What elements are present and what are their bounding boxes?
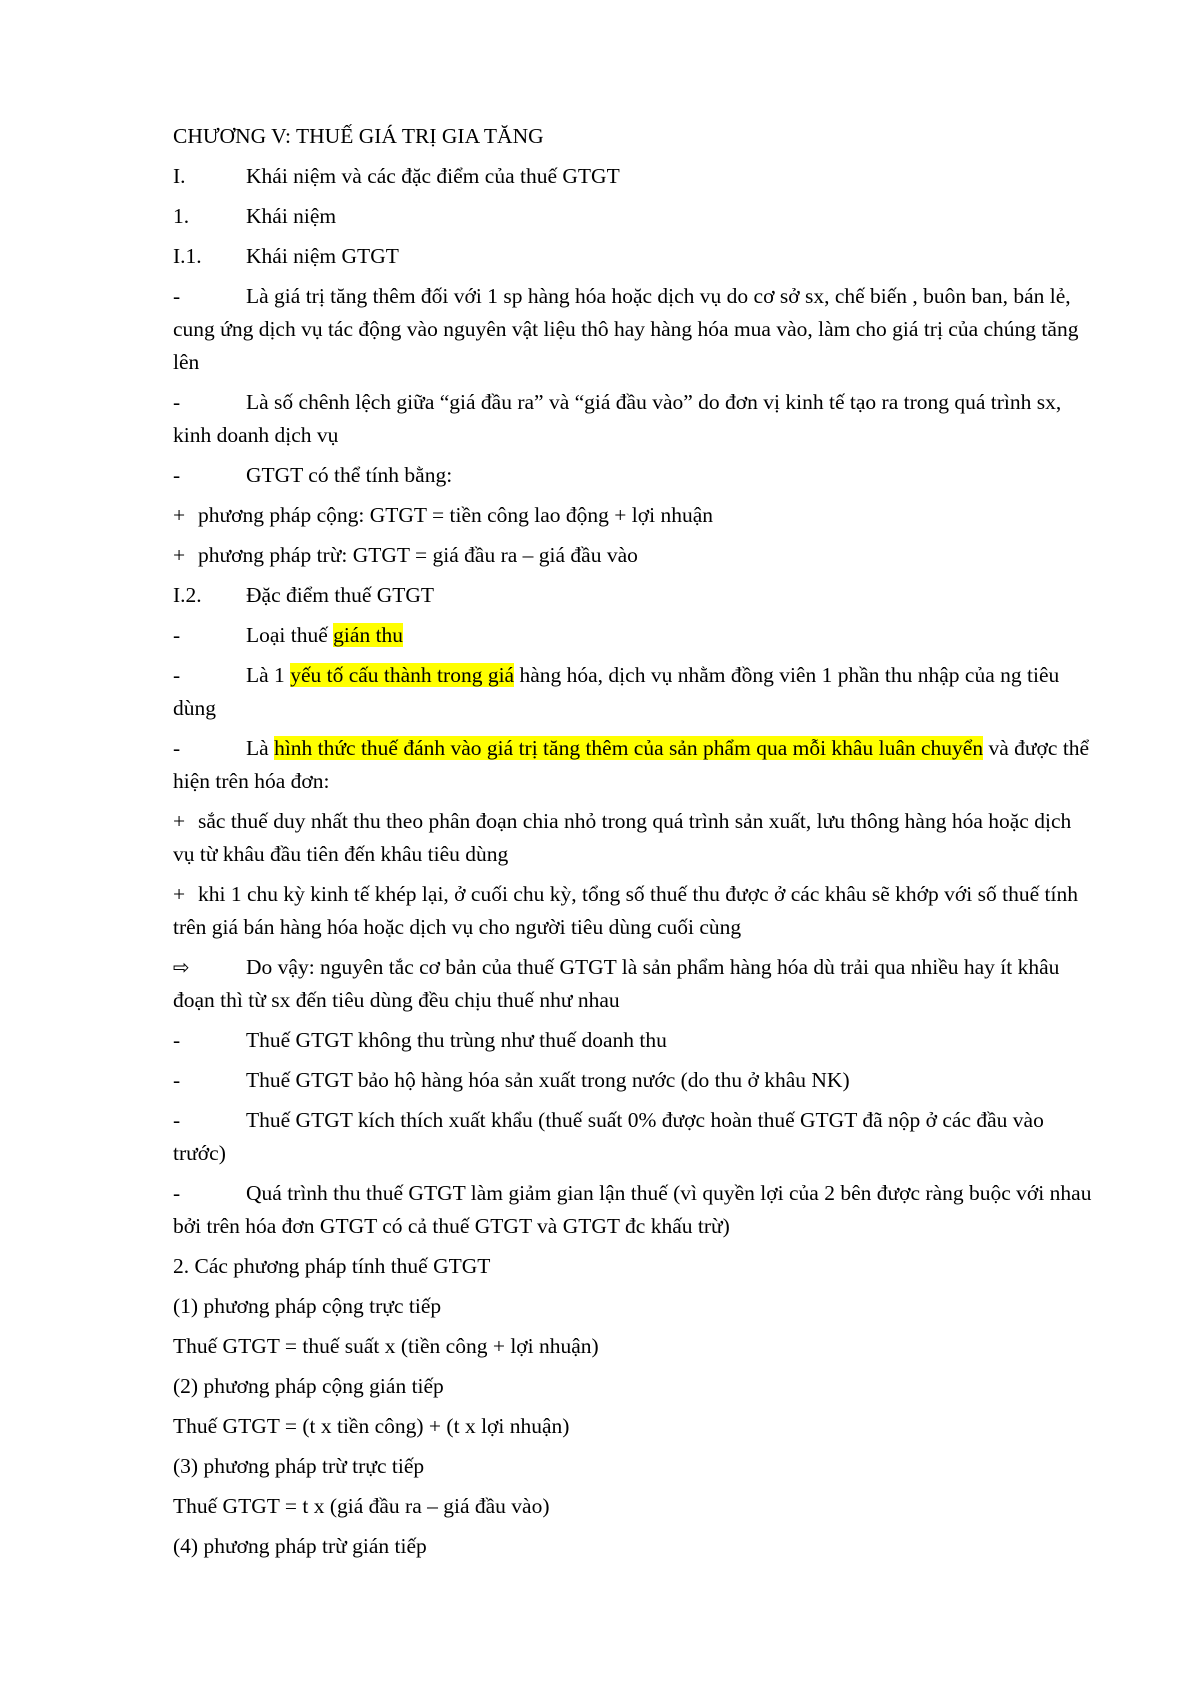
plus-text: khi 1 chu kỳ kinh tế khép lại, ở cuối chu kỳ, tổng số thuế thu được ở các khâu sẽ khớp với	[198, 882, 973, 906]
bullet-marker: -	[173, 736, 181, 760]
conclusion-continuation: hay ít khâu đoạn thì từ sx đến tiêu dùng đều chịu thuế như nhau	[173, 955, 1060, 1012]
method-2-formula: Thuế GTGT = (t x tiền công) + (t x lợi nhuận)	[173, 1414, 570, 1438]
section-number: I.	[173, 164, 186, 188]
subsection-number: I.1.	[173, 244, 202, 268]
bullet-paragraph	[173, 1024, 1093, 1057]
subsection-number: 1.	[173, 204, 190, 228]
subsection-heading	[173, 579, 1093, 612]
plus-continuation: hoặc dịch vụ từ khâu đầu tiên đến khâu tiêu dùng	[173, 809, 1072, 866]
method-3-title: (3) phương pháp trừ trực tiếp	[173, 1454, 425, 1478]
bullet-paragraph	[173, 386, 1093, 452]
highlighted-text: yếu tố cấu thành trong giá	[290, 663, 515, 687]
plus-text: sắc thuế duy nhất thu theo phân đoạn chia nhỏ trong quá trình sản xuất, lưu thông hàng hóa	[198, 809, 983, 833]
bullet-continuation: đầu vào trước)	[173, 1108, 1044, 1165]
plus-item	[173, 878, 1093, 944]
highlighted-text: hình thức thuế đánh vào giá trị tăng thêm của sản phẩm qua mỗi khâu luân chuyển	[274, 736, 984, 760]
method-1-formula: Thuế GTGT = thuế suất x (tiền công + lợi nhuận)	[173, 1334, 599, 1358]
bullet-marker: -	[173, 1028, 181, 1052]
bullet-paragraph	[173, 280, 1093, 379]
bullet-text: GTGT có thể tính bằng:	[246, 463, 453, 487]
conclusion-text: Do vậy: nguyên tắc cơ bản của thuế GTGT là sản phẩm hàng hóa dù trải qua nhiều	[246, 955, 959, 979]
bullet-marker: -	[173, 623, 181, 647]
chapter-title: CHƯƠNG V: THUẾ GIÁ TRỊ GIA TĂNG	[173, 124, 544, 148]
plus-text: phương pháp trừ: GTGT = giá đầu ra – giá đầu vào	[198, 543, 638, 567]
plus-marker: +	[173, 543, 186, 567]
plus-marker: +	[173, 809, 186, 833]
bullet-text: Là số chênh lệch giữa “giá đầu ra” và “giá đầu vào” do đơn vị kinh tế tạo ra trong quá	[246, 390, 986, 414]
bullet-marker: -	[173, 463, 181, 487]
bullet-continuation: trình sx, kinh doanh dịch vụ	[173, 390, 1062, 447]
bullet-paragraph	[173, 1177, 1093, 1243]
bullet-continuation: của ng tiêu dùng	[173, 663, 1060, 720]
method-4-title: (4) phương pháp trừ gián tiếp	[173, 1534, 427, 1558]
bullet-text-lead: Loại thuế	[246, 623, 334, 647]
bullet-text-lead: Là	[246, 736, 275, 760]
bullet-paragraph	[173, 619, 1093, 652]
subsection-heading	[173, 200, 1093, 233]
method-3-formula: Thuế GTGT = t x (giá đầu ra – giá đầu vào)	[173, 1494, 550, 1518]
bullet-marker: -	[173, 1181, 181, 1205]
plus-text: phương pháp cộng: GTGT = tiền công lao động + lợi nhuận	[198, 503, 714, 527]
bullet-paragraph	[173, 732, 1093, 798]
bullet-text-tail: hàng hóa, dịch vụ nhằm đồng viên 1 phần thu nhập	[514, 663, 960, 687]
bullet-marker: -	[173, 1108, 181, 1132]
method-1-title: (1) phương pháp cộng trực tiếp	[173, 1294, 442, 1318]
bullet-paragraph	[173, 459, 1093, 492]
section-2-heading: 2. Các phương pháp tính thuế GTGT	[173, 1254, 491, 1278]
bullet-marker: -	[173, 390, 181, 414]
right-arrow-icon: ⇨	[173, 955, 190, 979]
bullet-text: Thuế GTGT kích thích xuất khẩu (thuế suất 0% được hoàn thuế GTGT đã nộp ở các	[246, 1108, 971, 1132]
plus-item	[173, 499, 1093, 532]
bullet-marker: -	[173, 284, 181, 308]
subsection-text: Khái niệm GTGT	[246, 244, 399, 268]
conclusion-paragraph	[173, 951, 1093, 1017]
subsection-text: Khái niệm	[246, 204, 337, 228]
method-2-title: (2) phương pháp cộng gián tiếp	[173, 1374, 444, 1398]
plus-marker: +	[173, 503, 186, 527]
bullet-continuation: ban, bán lẻ, cung ứng dịch vụ tác động vào nguyên vật liệu thô hay hàng hóa mua vào, làm cho giá trị của chúng tăng lên	[173, 284, 1079, 374]
bullet-text-lead: Là 1	[246, 663, 291, 687]
plus-item	[173, 805, 1093, 871]
bullet-paragraph	[173, 1064, 1093, 1097]
bullet-text: Thuế GTGT không thu trùng như thuế doanh thu	[246, 1028, 667, 1052]
plus-marker: +	[173, 882, 186, 906]
bullet-marker: -	[173, 1068, 181, 1092]
bullet-continuation: buộc với nhau bởi trên hóa đơn GTGT có cả thuế GTGT và GTGT đc khấu trừ)	[173, 1181, 1092, 1238]
plus-continuation: số thuế tính trên giá bán hàng hóa hoặc dịch vụ cho người tiêu dùng cuối cùng	[173, 882, 1078, 939]
bullet-paragraph	[173, 1104, 1093, 1170]
bullet-paragraph	[173, 659, 1093, 725]
bullet-text: Thuế GTGT bảo hộ hàng hóa sản xuất trong nước (do thu ở khâu NK)	[246, 1068, 850, 1092]
highlighted-text: gián thu	[333, 623, 404, 647]
subsection-heading	[173, 240, 1093, 273]
subsection-text: Đặc điểm thuế GTGT	[246, 583, 435, 607]
section-heading	[173, 160, 1093, 193]
plus-item	[173, 539, 1093, 572]
subsection-number: I.2.	[173, 583, 202, 607]
bullet-text	[246, 619, 403, 652]
document-body	[173, 120, 1093, 1570]
section-text: Khái niệm và các đặc điểm của thuế GTGT	[246, 164, 620, 188]
bullet-marker: -	[173, 663, 181, 687]
bullet-text: Là giá trị tăng thêm đối với 1 sp hàng hóa hoặc dịch vụ do cơ sở sx, chế biến , buôn	[246, 284, 967, 308]
bullet-text: Quá trình thu thuế GTGT làm giảm gian lận thuế (vì quyền lợi của 2 bên được ràng	[246, 1181, 964, 1205]
bullet-continuation: và được thể hiện trên hóa đơn:	[173, 736, 1090, 793]
